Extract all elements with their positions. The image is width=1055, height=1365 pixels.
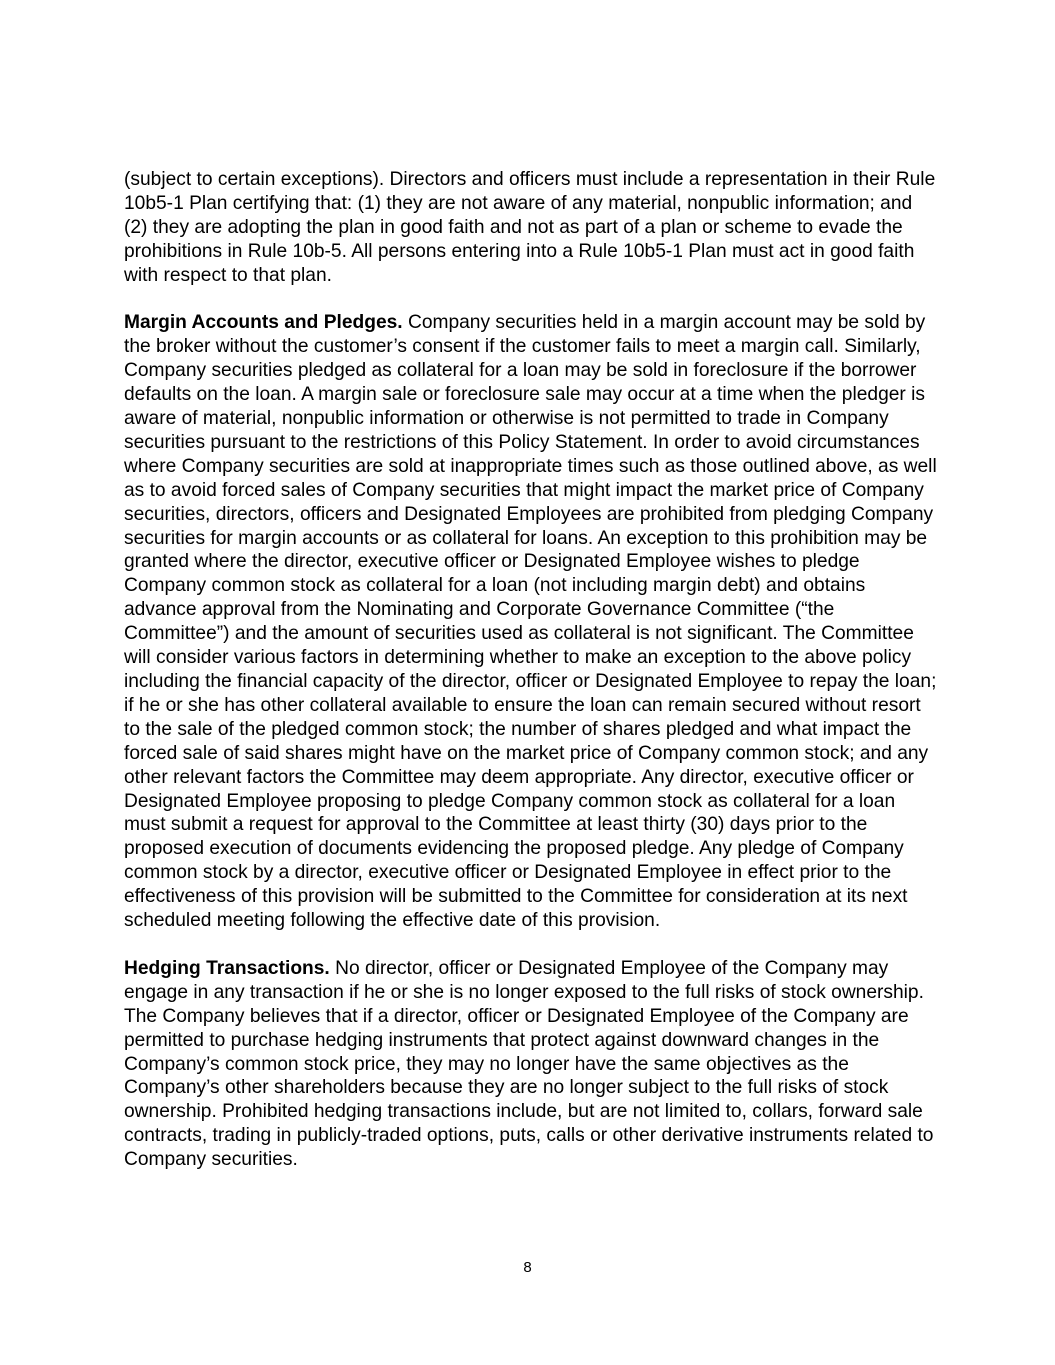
document-body xyxy=(124,168,939,1196)
paragraph-text: Company securities held in a margin account may be sold by the broker without the customer’s consent if the customer fails to meet a margin call. Similarly, Company securities pledged as collateral for a loan may be sold in foreclosure if the borrower defaults on the loan. A margin sale or foreclosure sale may occur at a time when the pledger is aware of material, nonpublic information or otherwise is not permitted to trade in Company securities pursuant to the restrictions of this Policy Statement. In order to avoid circumstances where Company securities are sold at inappropriate times such as those outlined above, as well as to avoid forced sales of Company securities that might impact the market price of Company securities, directors, officers and Designated Employees are prohibited from pledging Company securities for margin accounts or as collateral for loans. An exception to this prohibition may be granted where the director, executive officer or Designated Employee wishes to pledge Company common stock as collateral for a loan (not including margin debt) and obtains advance approval from the Nominating and Corporate Governance Committee (“the Committee”) and the amount of securities used as collateral is not significant. The Committee will consider various factors in determining whether to make an exception to the above policy including the financial capacity of the director, officer or Designated Employee to repay the loan; if he or she has other collateral available to ensure the loan can remain secured without resort to the sale of the pledged common stock; the number of shares pledged and what impact the forced sale of said shares might have on the market price of Company common stock; and any other relevant factors the Committee may deem appropriate. Any director, executive officer or Designated Employee proposing to pledge Company common stock as collateral for a loan must submit a request for approval to the Committee at least thirty (30) days prior to the proposed execution of documents evidencing the proposed pledge. Any pledge of Company common stock by a director, executive officer or Designated Employee in effect prior to the effectiveness of this provision will be submitted to the Committee for consideration at its next scheduled meeting following the effective date of this provision. xyxy=(124,312,937,932)
paragraph-hedging-transactions xyxy=(124,957,939,1172)
paragraph-text: (subject to certain exceptions). Directors and officers must include a representation in their Rule 10b5-1 Plan certifying that: (1) they are not aware of any material, nonpublic information; and (2) they are adopting the plan in good faith and not as part of a plan or scheme to evade the prohibitions in Rule 10b-5. All persons entering into a Rule 10b5-1 Plan must act in good faith with respect to that plan. xyxy=(124,169,936,286)
paragraph-rule-10b5-1-continuation xyxy=(124,168,939,288)
section-heading-hedging-transactions: Hedging Transactions. xyxy=(124,957,330,979)
page-number: 8 xyxy=(523,1259,532,1276)
paragraph-text: No director, officer or Designated Employee of the Company may engage in any transaction if he or she is no longer exposed to the full risks of stock ownership. The Company believes that if a director, officer or Designated Employee of the Company are permitted to purchase hedging instruments that protect against downward changes in the Company’s common stock price, they may no longer have the same objectives as the Company’s other shareholders because they are no longer subject to the full risks of stock ownership. Prohibited hedging transactions include, but are not limited to, collars, forward sale contracts, trading in publicly-traded options, puts, calls or other derivative instruments related to Company securities. xyxy=(124,957,934,1171)
section-heading-margin-accounts: Margin Accounts and Pledges. xyxy=(124,312,403,334)
paragraph-margin-accounts-and-pledges xyxy=(124,311,939,933)
